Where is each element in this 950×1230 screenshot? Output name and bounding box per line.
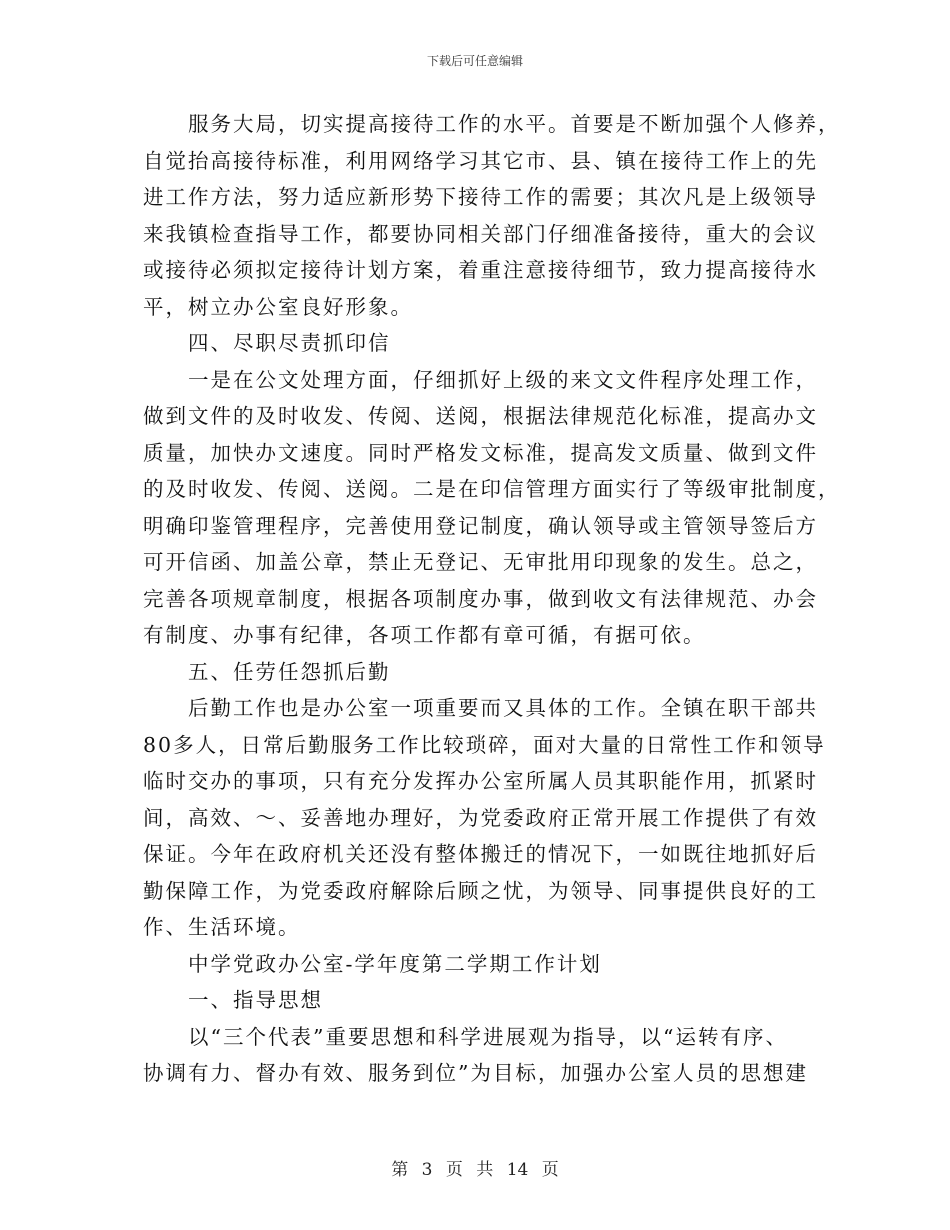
text-line: 的及时收发、传阅、送阅。二是在印信管理方面实行了等级审批制度， <box>143 477 841 501</box>
text-line: 可开信函、加盖公章，禁止无登记、无审批用印现象的发生。总之， <box>143 550 818 574</box>
text-line: 协调有力、督办有效、服务到位”为目标，加强办公室人员的思想建 <box>143 1061 808 1085</box>
document-body <box>143 106 841 1092</box>
text-line: 有制度、办事有纪律，各项工作都有章可循，有据可依。 <box>143 623 706 647</box>
text-line: 服务大局，切实提高接待工作的水平。首要是不断加强个人修养， <box>188 112 841 136</box>
text-line: 后勤工作也是办公室一项重要而又具体的工作。全镇在职干部共 <box>188 696 818 720</box>
text-line: 以“三个代表”重要思想和科学进展观为指导，以“运转有序、 <box>188 1024 788 1049</box>
page-header: 下载后可任意编辑 <box>426 54 523 68</box>
text-line: 自觉抬高接待标准，利用网络学习其它市、县、镇在接待工作上的先 <box>143 148 818 173</box>
text-line: 一是在公文处理方面，仔细抓好上级的来文文件程序处理工作， <box>188 367 818 392</box>
text-line: 来我镇检查指导工作，都要协同相关部门仔细准备接待，重大的会议 <box>143 221 818 246</box>
text-line: 平，树立办公室良好形象。 <box>143 294 413 319</box>
text-line: 进工作方法，努力适应新形势下接待工作的需要；其次凡是上级领导 <box>143 185 818 209</box>
text-line: 五、任劳任怨抓后勤 <box>188 659 391 684</box>
text-line: 质量，加快办文速度。同时严格发文标准，提高发文质量、做到文件 <box>143 440 818 465</box>
text-line: 中学党政办公室-学年度第二学期工作计划 <box>188 951 602 976</box>
text-line: 或接待必须拟定接待计划方案，着重注意接待细节，致力提高接待水 <box>143 258 818 282</box>
text-line: 完善各项规章制度，根据各项制度办事，做到收文有法律规范、办会 <box>143 586 818 611</box>
text-line: 明确印鉴管理程序，完善使用登记制度，确认领导或主管领导签后方 <box>143 513 818 538</box>
text-line: 80多人，日常后勤服务工作比较琐碎，面对大量的日常性工作和领导 <box>143 732 826 757</box>
text-line: 一、指导思想 <box>188 988 323 1012</box>
page-footer: 第 3 页 共 14 页 <box>391 1160 559 1180</box>
text-line: 四、尽职尽责抓印信 <box>188 331 391 355</box>
text-line: 保证。今年在政府机关还没有整体搬迁的情况下，一如既往地抓好后 <box>143 842 818 866</box>
text-line: 作、生活环境。 <box>143 915 301 939</box>
text-line: 间，高效、～、妥善地办理好，为党委政府正常开展工作提供了有效 <box>143 805 818 830</box>
text-line: 做到文件的及时收发、传阅、送阅，根据法律规范化标准，提高办文 <box>143 404 818 428</box>
text-line: 临时交办的事项，只有充分发挥办公室所属人员其职能作用，抓紧时 <box>143 769 818 793</box>
text-line: 勤保障工作，为党委政府解除后顾之忧，为领导、同事提供良好的工 <box>143 878 818 903</box>
